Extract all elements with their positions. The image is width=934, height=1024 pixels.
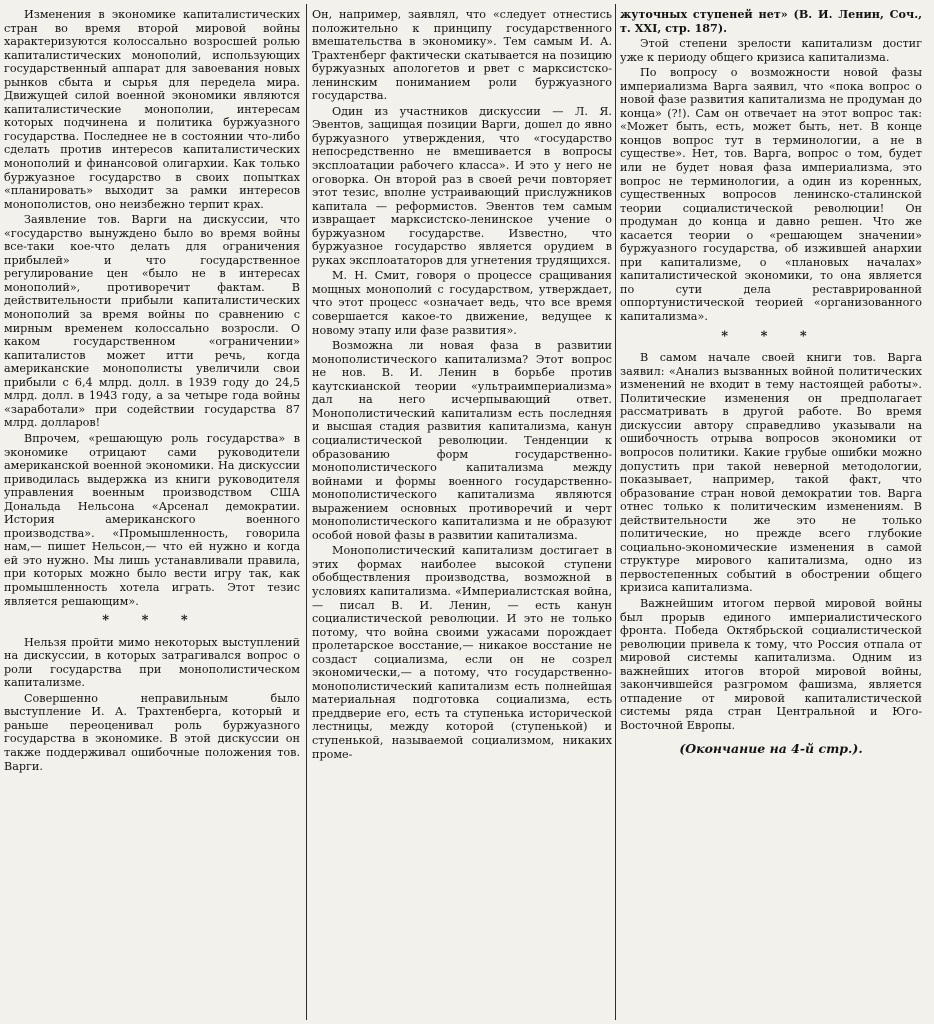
paragraph: По вопросу о возможности новой фазы империализма Варга заявил, что «пока вопрос о новой фазе развития капитализма не продуман до конца» (?!). Сам он отвечает на этот вопрос так: «Может быть, есть, может быть, нет. В конце концов вопрос тут в терминологии, а не в существе». Нет, тов. Варга, вопрос о том, будет или не будет новая фаза империализма, это вопрос не терминологии, а один из коренных, существенных вопросов ленинско-сталинской теории социалистической революции! Он продуман до конца и давно решен. Что же касается теории о «решающем значении» буржуазного государства, об изжившей анархии при капитализме, о «плановых началах» капиталистической экономики, то она является по сути дела реставрированной оппортунистической теорией «организованного капитализма».: [620, 66, 922, 324]
paragraph: Заявление тов. Варги на дискуссии, что «государство вынуждено было во время войны все-таки кое-что делать для ограничения прибылей» и что государственное регулирование цен «было не в интересах монополий», противоречит фактам. В действительности прибыли капиталистических монополий за время войны по сравнению с мирным временем колоссально возросли. О каком государственном «ограничении» капиталистов может итти речь, когда американские монополисты увеличили свои прибыли с 6,4 млрд. долл. в 1939 году до 24,5 млрд. долл. в 1943 году, а за четыре года войны «заработали» при содействии государства 87 млрд. долларов!: [4, 213, 300, 430]
paragraph: Этой степени зрелости капитализм достиг уже к периоду общего кризиса капитализма.: [620, 37, 922, 64]
column-divider: [306, 4, 307, 1020]
paragraph: М. Н. Смит, говоря о процессе сращивания мощных монополий с государством, утверждает, что этот процесс «означает ведь, что все время совершается какое-то движение, ведущее к новому этапу или фазе развития».: [312, 269, 612, 337]
section-separator: * * *: [721, 328, 821, 344]
paragraph: Совершенно неправильным было выступление И. А. Трахтенберга, который и раньше переоценивал роль буржуазного государства в экономике. В этой дискуссии он также поддерживал ошибочные положения тов. Варги.: [4, 691, 300, 773]
column-2: [312, 8, 612, 1018]
paragraph: Впрочем, «решающую роль государства» в экономике отрицают сами руководители американской военной экономики. На дискуссии приводилась выдержка из книги руководителя управления военным производством США Дональда Нельсона «Арсенал демократии. История американского военного производства». «Промышленность, говорила нам,— пишет Нельсон,— что ей нужно и когда ей это нужно. Мы лишь устанавливали правила, при которых можно было вести игру так, как промышленность хотела играть. Этот тезис является решающим».: [4, 431, 300, 608]
column-1: [4, 8, 300, 1018]
paragraph: Один из участников дискуссии — Л. Я. Эвентов, защищая позиции Варги, дошел до явно буржуазного утверждения, что «государство непосредственно не вмешивается в вопросы эксплоатации рабочего класса». И это у него не оговорка. Он второй раз в своей речи повторяет этот тезис, вполне устраивающий прислужников капитала — реформистов. Эвентов тем самым извращает марксистско-ленинское учение о буржуазном государстве. Известно, что буржуазное государство является орудием в руках эксплоататоров для угнетения трудящихся.: [312, 104, 612, 267]
paragraph: Он, например, заявлял, что «следует отнестись положительно к принципу государственного вмешательства в экономику». Тем самым И. А. Трахтенберг фактически скатывается на позицию буржуазных апологетов и рвет с марксистско-ленинским пониманием роли буржуазного государства.: [312, 8, 612, 103]
continuation-note: (Окончание на 4-й стр.).: [679, 741, 863, 757]
paragraph: Важнейшим итогом первой мировой войны был прорыв единого империалистического фронта. Победа Октябрьской социалистической революции привела к тому, что Россия отпала от мировой системы капитализма. Одним из важнейших итогов второй мировой войны, закончившейся разгромом фашизма, является отпадение от мировой капиталистической системы ряда стран Центральной и Юго-Восточной Европы.: [620, 596, 922, 732]
paragraph: Изменения в экономике капиталистических стран во время второй мировой войны характеризуются колоссально возросшей ролью капиталистических монополий, использующих государственный аппарат для завоевания новых рынков сбыта и сырья для передела мира. Движущей силой военной экономики являются капиталистические монополии, интересам которых подчинена и политика буржуазного государства. Последнее не в состоянии что-либо сделать против интересов капиталистических монополий и финансовой олигархии. Как только буржуазное государство в своих попытках «планировать» выходит за рамки интересов монополистов, оно неизбежно терпит крах.: [4, 8, 300, 211]
paragraph: Нельзя пройти мимо некоторых выступлений на дискуссии, в которых затрагивался вопрос о роли государства при монополистическом капитализме.: [4, 635, 300, 690]
paragraph: Возможна ли новая фаза в развитии монополистического капитализма? Этот вопрос не нов. В. И. Ленин в борьбе против каутскианской теории «ультраимпериализма» дал на него исчерпывающий ответ. Монополистический капитализм есть последняя и высшая стадия развития капитализма, канун социалистической революции. Тенденции к образованию форм государственно-монополистического капитализма между войнами и формы военного государственно-монополистического капитализма являются выражением основных противоречий и черт монополистического капитализма и не образуют особой новой фазы в развитии капитализма.: [312, 339, 612, 542]
paragraph: В самом начале своей книги тов. Варга заявил: «Анализ вызванных войной политических изменений не входит в тему настоящей работы». Политические изменения он предполагает рассматривать в другой работе. Во время дискуссии автору справедливо указывали на ошибочность отрыва вопросов экономики от вопросов политики. Какие грубые ошибки можно допустить при такой неверной методологии, показывает, например, такой факт, что образование стран новой демократии тов. Варга отнес только к политическим изменениям. В действительности же это не только политические, но прежде всего глубокие социально-экономические изменения в самой структуре мирового капитализма, одно из первостепенных событий в обострении общего кризиса капитализма.: [620, 351, 922, 595]
paragraph: Монополистический капитализм достигает в этих формах наиболее высокой ступени обобществления производства, возможной в условиях капитализма. «Империалистская война, — писал В. И. Ленин, — есть канун социалистической революции. И это не только потому, что война своими ужасами порождает пролетарское восстание,— никакое восстание не создаст социализма, если он не созрел экономически,— а потому, что государственно-монополистический капитализм есть полнейшая материальная подготовка социализма, есть преддверие его, есть та ступенька исторической лестницы, между которой (ступенькой) и ступенькой, называемой социализмом, никаких проме-: [312, 544, 612, 761]
section-separator: * * *: [102, 613, 202, 629]
column-divider: [615, 4, 616, 1020]
paragraph: жуточных ступеней нет» (В. И. Ленин, Соч., т. XXI, стр. 187).: [620, 8, 922, 35]
column-3: [620, 8, 922, 1018]
